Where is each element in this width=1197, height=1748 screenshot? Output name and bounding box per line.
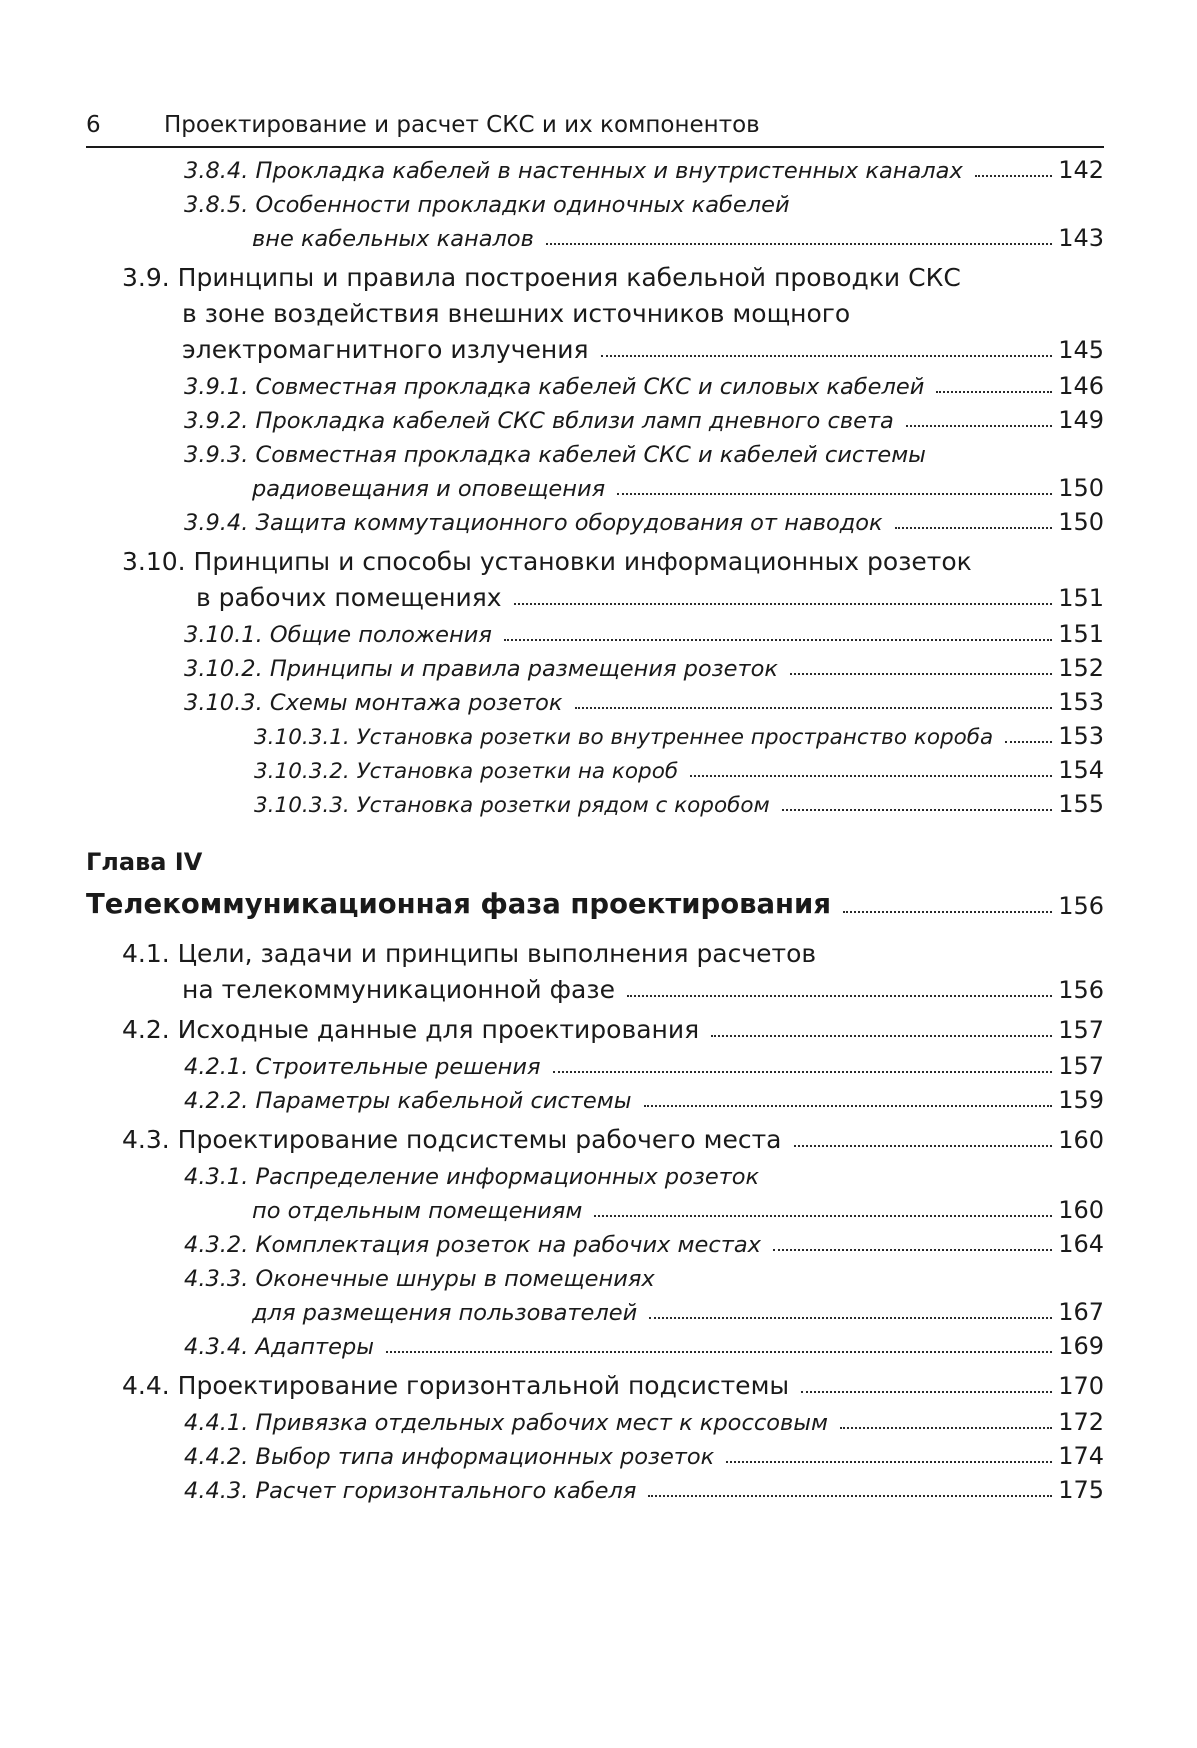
toc-entry-title: 3.9.4. Защита коммутационного оборудования от наводок [184, 510, 883, 536]
dot-leader [773, 1249, 1052, 1251]
toc-entry-title: 4.3. Проектирование подсистемы рабочего места [122, 1125, 782, 1154]
toc-entry-page: 142 [1058, 156, 1104, 184]
dot-leader [782, 809, 1052, 811]
toc-entry-title: 4.2.2. Параметры кабельной системы [184, 1088, 632, 1114]
toc-entry-title: 4.2. Исходные данные для проектирования [122, 1015, 700, 1044]
toc-entry-title: 3.10.3. Схемы монтажа розеток [184, 690, 563, 716]
toc-entry-page: 172 [1058, 1408, 1104, 1436]
toc-entry [184, 684, 1104, 716]
toc-entry [184, 1048, 1104, 1080]
toc-entry-title: 4.3.3. Оконечные шнуры в помещениях [184, 1266, 655, 1292]
toc-entry-title: по отдельным помещениям [252, 1198, 583, 1224]
dot-leader [895, 527, 1053, 529]
toc-entry-page: 151 [1058, 584, 1104, 612]
toc-entry [184, 1472, 1104, 1504]
dot-leader [906, 425, 1052, 427]
toc-entry-title: 3.9.3. Совместная прокладка кабелей СКС и кабелей системы [184, 442, 926, 468]
toc-entry-title: 3.9.2. Прокладка кабелей СКС вблизи ламп дневного света [184, 408, 894, 434]
toc-entry-page: 153 [1058, 688, 1104, 716]
toc-entry-title: электромагнитного излучения [182, 335, 589, 364]
toc-entry [184, 1260, 1104, 1292]
dot-leader [1005, 741, 1052, 743]
toc-entry [254, 718, 1104, 750]
toc-entry-page: 143 [1058, 224, 1104, 252]
toc-entry [122, 936, 1104, 968]
dot-leader [649, 1317, 1052, 1319]
toc-entry-page: 149 [1058, 406, 1104, 434]
dot-leader [794, 1145, 1053, 1147]
toc-entry-page: 152 [1058, 654, 1104, 682]
toc-entry-page: 160 [1058, 1126, 1104, 1154]
dot-leader [627, 995, 1052, 997]
running-title: Проектирование и расчет СКС и их компонентов [164, 112, 760, 138]
dot-leader [575, 707, 1053, 709]
toc-entry [184, 1082, 1104, 1114]
toc-entry [182, 296, 1104, 328]
toc-entry-page: 175 [1058, 1476, 1104, 1504]
toc-entry [122, 544, 1104, 576]
toc-entry-page: 167 [1058, 1298, 1104, 1326]
toc-entry-title: 3.10.3.2. Установка розетки на короб [254, 759, 679, 784]
toc-entry-title: 3.10.3.1. Установка розетки во внутреннее пространство короба [254, 725, 994, 750]
toc-entry-page: 146 [1058, 372, 1104, 400]
toc-entry [184, 504, 1104, 536]
toc-entry [196, 580, 1104, 612]
toc-entry-page: 164 [1058, 1230, 1104, 1258]
dot-leader [840, 1427, 1052, 1429]
toc-entry [252, 1192, 1104, 1224]
running-header [86, 110, 1104, 148]
dot-leader [843, 911, 1052, 913]
toc-entry-page: 174 [1058, 1442, 1104, 1470]
toc-entry-title: для размещения пользователей [252, 1300, 638, 1326]
toc-entry-title: 4.4. Проектирование горизонтальной подсистемы [122, 1371, 790, 1400]
toc-entry-title: Телекоммуникационная фаза проектирования [86, 888, 831, 920]
toc-entry [184, 152, 1104, 184]
dot-leader [514, 603, 1053, 605]
toc-entry [182, 972, 1104, 1004]
toc-entry-title: 4.4.1. Привязка отдельных рабочих мест к кроссовым [184, 1410, 828, 1436]
toc-entry [184, 402, 1104, 434]
toc-entry [184, 1226, 1104, 1258]
toc-entry-title: 4.2.1. Строительные решения [184, 1054, 541, 1080]
toc-entry-page: 156 [1058, 892, 1104, 920]
dot-leader [711, 1035, 1052, 1037]
dot-leader [801, 1391, 1052, 1393]
toc-entry [86, 888, 1104, 920]
toc-entry-page: 145 [1058, 336, 1104, 364]
toc-entry-title: в рабочих помещениях [196, 583, 502, 612]
toc-entry-title: радиовещания и оповещения [252, 476, 606, 502]
dot-leader [936, 391, 1052, 393]
dot-leader [504, 639, 1052, 641]
toc-entry-title: 3.8.4. Прокладка кабелей в настенных и внутристенных каналах [184, 158, 963, 184]
toc-entry-page: 150 [1058, 474, 1104, 502]
toc-entry [184, 1438, 1104, 1470]
toc-entry [184, 436, 1104, 468]
toc-entry [122, 1012, 1104, 1044]
toc-entry-title: 3.9.1. Совместная прокладка кабелей СКС и силовых кабелей [184, 374, 925, 400]
toc-entry-title: 3.10. Принципы и способы установки информационных розеток [122, 547, 972, 576]
dot-leader [617, 493, 1052, 495]
toc-entry [184, 1328, 1104, 1360]
toc-entry-title: Глава IV [86, 848, 203, 876]
toc-entry-page: 156 [1058, 976, 1104, 1004]
toc-entry [184, 186, 1104, 218]
toc-entry-page: 170 [1058, 1372, 1104, 1400]
toc-entry [184, 1404, 1104, 1436]
toc-entry-page: 157 [1058, 1016, 1104, 1044]
toc-entry [182, 332, 1104, 364]
dot-leader [790, 673, 1052, 675]
toc-entry [184, 616, 1104, 648]
dot-leader [546, 243, 1052, 245]
toc-entry-title: 4.4.3. Расчет горизонтального кабеля [184, 1478, 637, 1504]
dot-leader [594, 1215, 1052, 1217]
toc-entry-title: 4.1. Цели, задачи и принципы выполнения расчетов [122, 939, 817, 968]
toc-entry-page: 159 [1058, 1086, 1104, 1114]
toc-entry [184, 1158, 1104, 1190]
toc-entry [122, 1368, 1104, 1400]
toc-entry-title: 4.3.2. Комплектация розеток на рабочих местах [184, 1232, 761, 1258]
toc-entry-title: 3.10.2. Принципы и правила размещения розеток [184, 656, 778, 682]
dot-leader [553, 1071, 1053, 1073]
toc-entry-page: 154 [1058, 756, 1104, 784]
toc-entry-title: 4.4.2. Выбор типа информационных розеток [184, 1444, 715, 1470]
toc-entry [122, 260, 1104, 292]
toc-entry-page: 151 [1058, 620, 1104, 648]
dot-leader [648, 1495, 1052, 1497]
dot-leader [644, 1105, 1053, 1107]
toc-entry [254, 752, 1104, 784]
dot-leader [386, 1351, 1052, 1353]
dot-leader [726, 1461, 1052, 1463]
toc-entry [252, 1294, 1104, 1326]
toc-entry-title: 3.8.5. Особенности прокладки одиночных кабелей [184, 192, 790, 218]
toc-entry-title: в зоне воздействия внешних источников мощного [182, 299, 851, 328]
toc-entry [86, 844, 1104, 876]
toc-entry [184, 368, 1104, 400]
toc-entry-page: 157 [1058, 1052, 1104, 1080]
toc-entry-title: 3.10.1. Общие положения [184, 622, 492, 648]
toc-entry-title: 3.10.3.3. Установка розетки рядом с коробом [254, 793, 770, 818]
toc-entry [184, 650, 1104, 682]
toc-entry-page: 150 [1058, 508, 1104, 536]
dot-leader [601, 355, 1053, 357]
toc-entry-page: 153 [1058, 722, 1104, 750]
toc-entry-title: 4.3.4. Адаптеры [184, 1334, 374, 1360]
toc-entry [122, 1122, 1104, 1154]
toc-entry [252, 470, 1104, 502]
dot-leader [975, 175, 1052, 177]
toc-entry-title: 3.9. Принципы и правила построения кабельной проводки СКС [122, 263, 961, 292]
toc-entry-page: 160 [1058, 1196, 1104, 1224]
toc-entry-title: 4.3.1. Распределение информационных розеток [184, 1164, 760, 1190]
toc-entry-page: 155 [1058, 790, 1104, 818]
toc-entry [252, 220, 1104, 252]
page-number: 6 [86, 112, 101, 138]
toc-entry-page: 169 [1058, 1332, 1104, 1360]
toc-entry-title: вне кабельных каналов [252, 226, 534, 252]
toc-entry [254, 786, 1104, 818]
toc-entry-title: на телекоммуникационной фазе [182, 975, 615, 1004]
dot-leader [690, 775, 1052, 777]
